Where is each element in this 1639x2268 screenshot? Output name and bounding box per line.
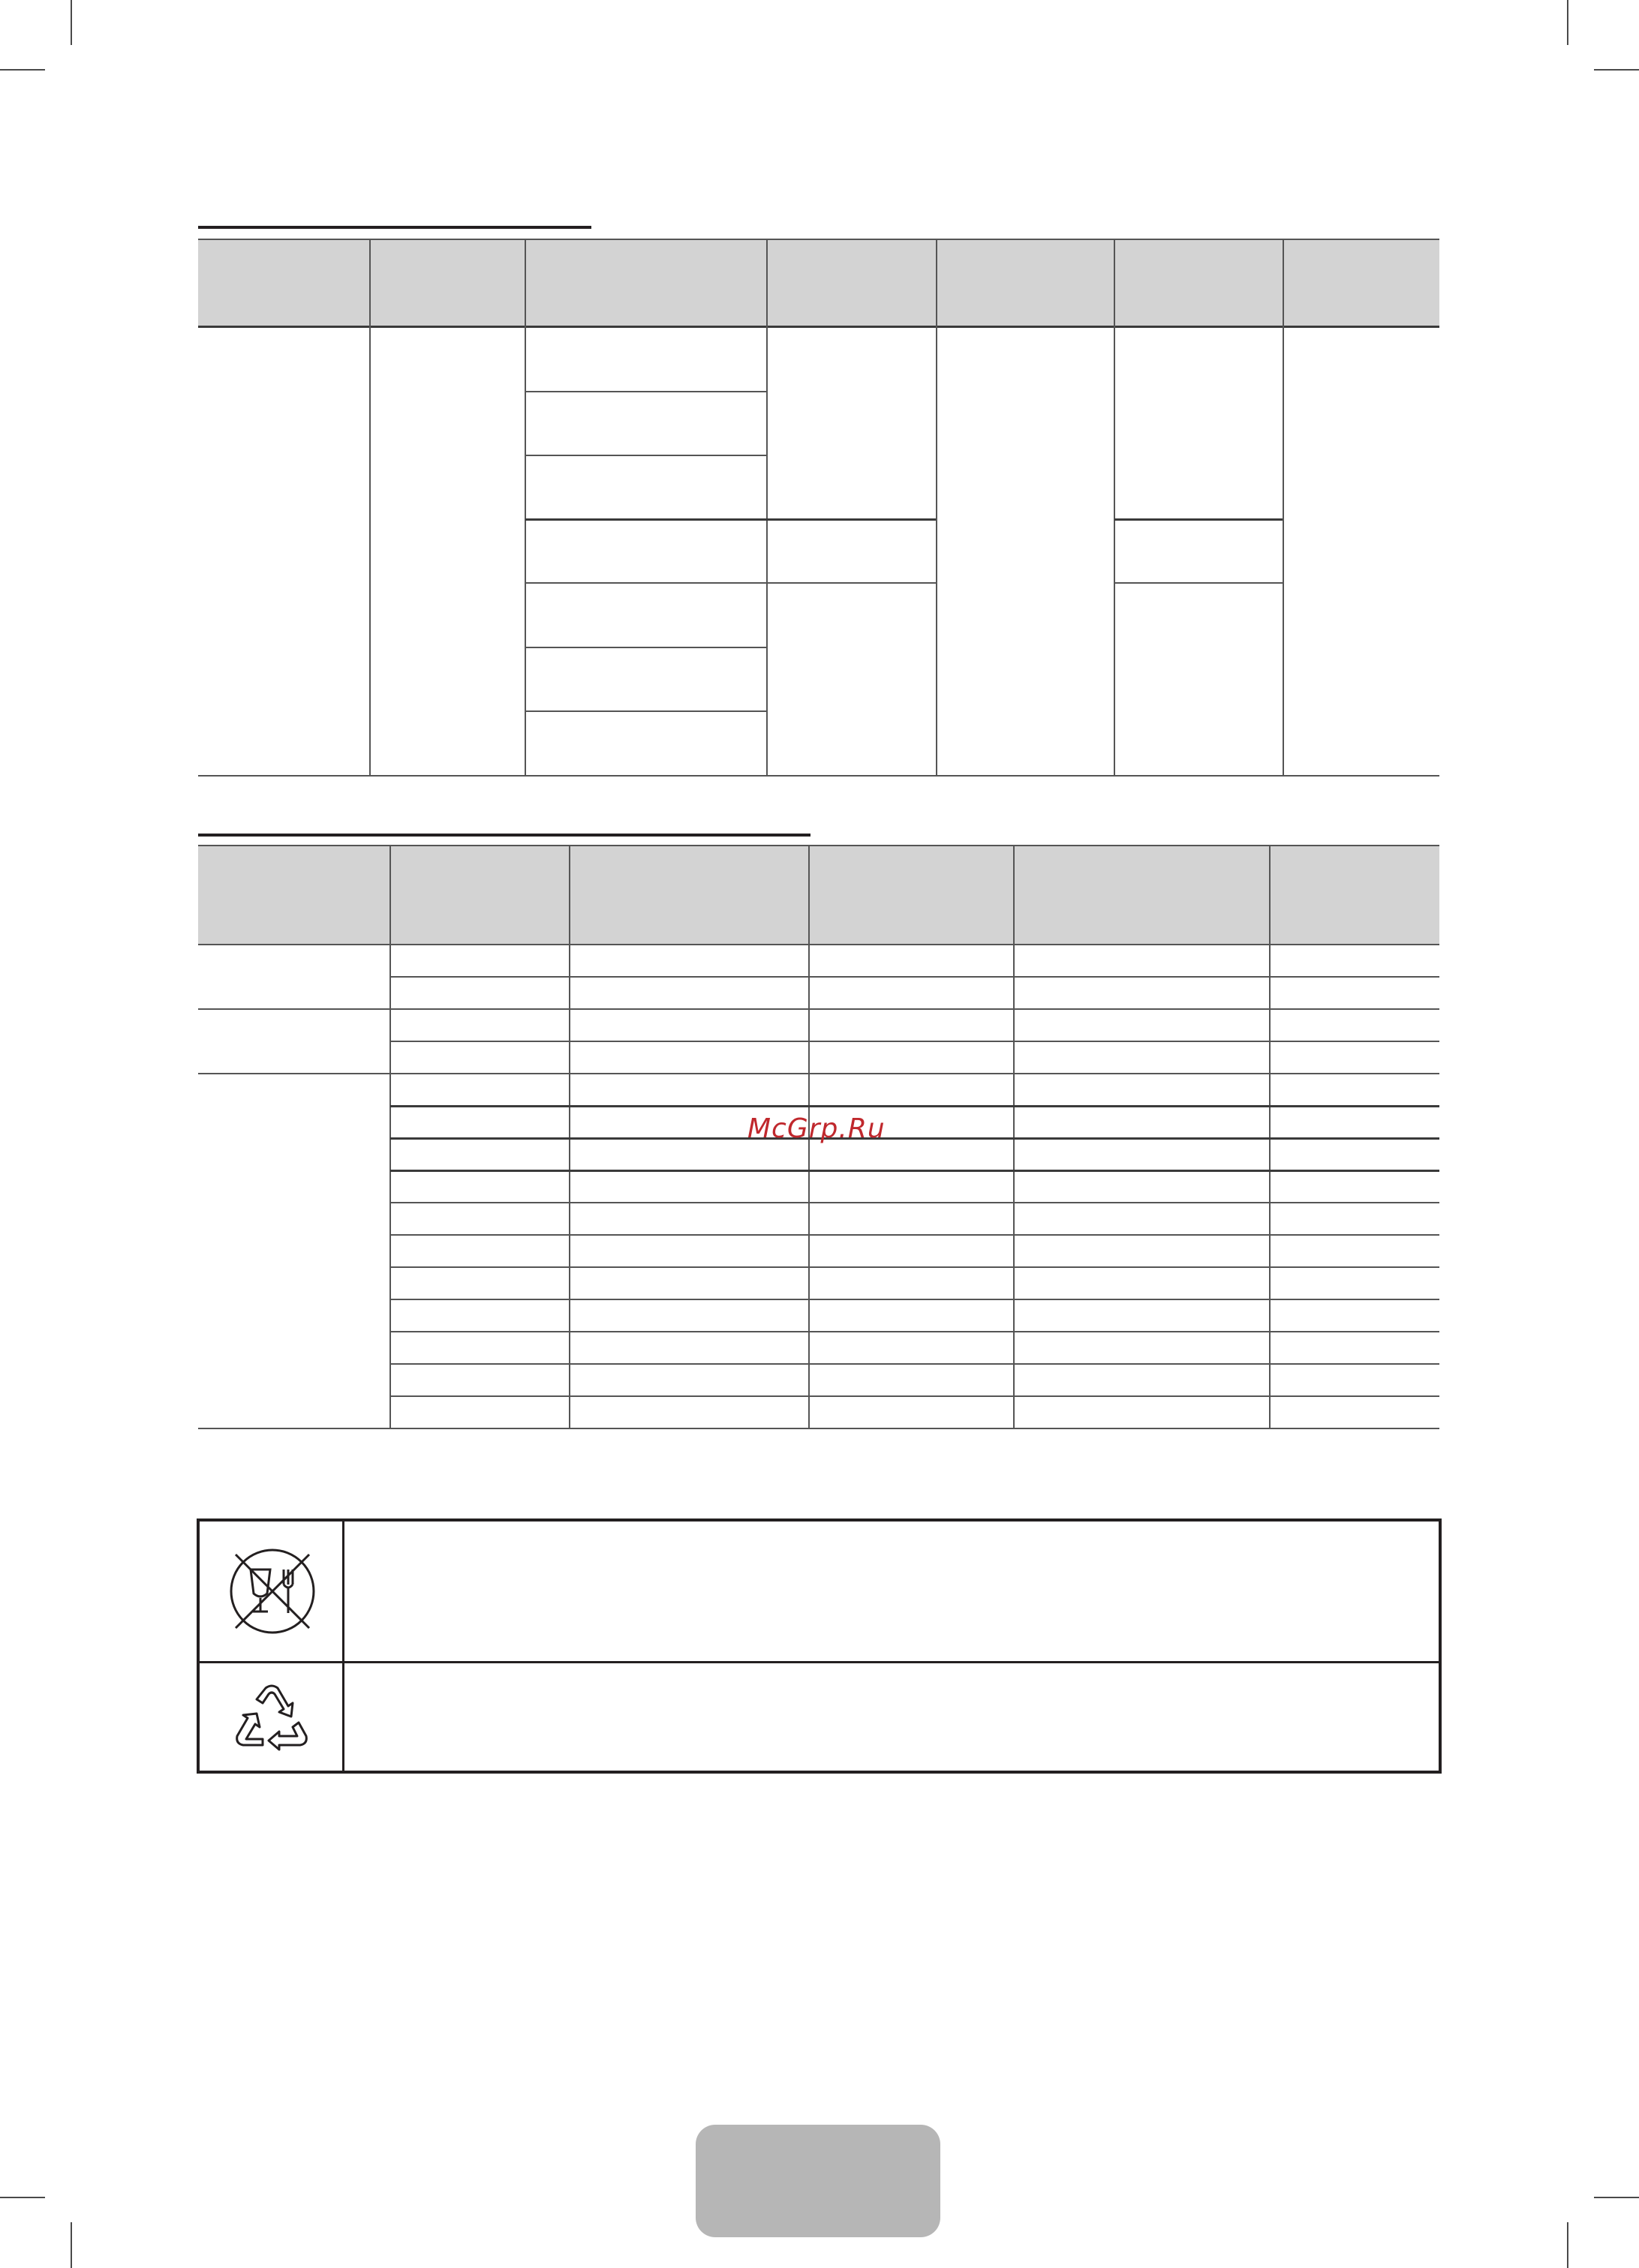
table-1-row-line [525, 455, 766, 456]
table-1-col-sep [936, 240, 937, 776]
table-2-row-line [390, 1331, 1439, 1332]
page-number-tab [696, 2125, 940, 2237]
table-2-row-line [390, 1266, 1439, 1268]
table-1-row-line [1114, 518, 1283, 521]
table-2-row-line [390, 1041, 1439, 1042]
symbols-box [197, 1519, 1442, 1774]
crop-mark-bottom-left-vertical [71, 2222, 72, 2268]
table-1-row-line [525, 391, 766, 392]
table-2-row-line [390, 1395, 1439, 1397]
table-1-header-bottom-border [198, 326, 1439, 328]
table-2-row-line [390, 1105, 1439, 1107]
table-1-row-line [525, 647, 766, 648]
watermark: McGrp.Ru [747, 1113, 886, 1144]
table-1-col-sep [1114, 240, 1115, 776]
table-1-row-line [525, 518, 936, 521]
table-1-col-sep [766, 240, 768, 776]
table-2-top-border [198, 845, 1439, 846]
table-2-row-line [390, 976, 1439, 978]
table-2-title-rule [198, 834, 810, 837]
table-2-group-line [198, 1008, 1439, 1010]
crop-mark-top-left-vertical [71, 0, 72, 45]
crop-mark-bottom-right-horizontal [1594, 2197, 1639, 2198]
table-2-row-line [390, 1202, 1439, 1203]
crop-mark-bottom-left-horizontal [0, 2197, 45, 2198]
table-2-group-line [198, 944, 1439, 945]
table-2-bottom-border [198, 1428, 1439, 1429]
crop-mark-top-left-horizontal [0, 69, 45, 71]
table-1-col-sep [525, 240, 526, 776]
crop-mark-top-right-vertical [1567, 0, 1568, 45]
table-2-row-line [390, 1363, 1439, 1365]
table-1-row-line [525, 710, 766, 712]
table-1-col-sep [1283, 240, 1284, 776]
crop-mark-top-right-horizontal [1594, 69, 1639, 71]
table-2-row-line [390, 1299, 1439, 1300]
table-1-top-border [198, 239, 1439, 240]
table-2-group-line [198, 1073, 1439, 1074]
table-2-row-line [390, 1137, 1439, 1140]
recycle-icon [233, 1681, 311, 1759]
not-for-food-contact-icon [228, 1547, 317, 1636]
table-2-header-row [198, 846, 1439, 945]
symbols-box-divider-vertical [342, 1522, 344, 1771]
table-1-header-row [198, 240, 1439, 326]
crop-mark-bottom-right-vertical [1567, 2222, 1568, 2268]
table-1-title-rule [198, 226, 591, 229]
table-1-row-line [525, 582, 936, 584]
table-2-row-line [390, 1234, 1439, 1236]
table-1-row-line [1114, 582, 1283, 584]
table-1-col-sep [369, 240, 371, 776]
table-1-bottom-border [198, 775, 1439, 777]
symbols-box-divider-horizontal [200, 1661, 1439, 1663]
table-2-row-line [390, 1170, 1439, 1172]
